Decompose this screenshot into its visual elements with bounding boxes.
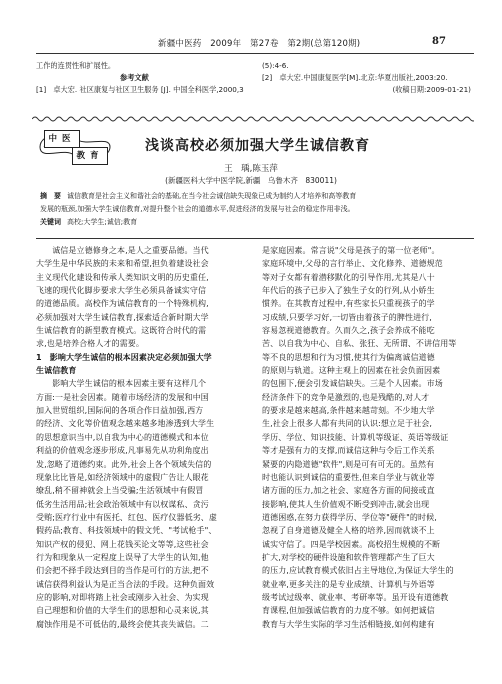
abstract-text: 诚信教育是社会主义和谐社会的基础,在当今社会诚信缺失现象已成为制约人才培养和高等教育: [67, 192, 357, 200]
body-text-line: 飞速的现代化脚步要求大学生必须具备诚实守信: [36, 286, 207, 296]
keywords-line: [40, 216, 466, 229]
abstract-block: [40, 190, 466, 229]
body-text-line: 扩大,对学校的硬件设施和软件管理都产生了巨大: [262, 552, 435, 562]
body-text-line: 的道德品质。高校作为诚信教育的一个特殊机构,: [36, 299, 209, 309]
body-text-line: 的要求是越来越高,条件越来越苛刻。不少地大学: [262, 406, 435, 416]
author-affiliation: (新疆医科大学中医学院,新疆 乌鲁木齐 830011): [165, 176, 337, 185]
body-text-line: 等不良的思想和行为习惯,使其行为偏离诚信道德: [262, 352, 435, 362]
article-authors: 王 瑀,陈玉萍: [224, 164, 278, 174]
body-text-line: 级考试过级率、就业率、考研率等。虽开设有道德教: [262, 592, 449, 602]
body-text-line: 的经济、文化等价值观念越来越多地渗透到大学生: [36, 419, 215, 429]
body-text-line: 发,忽略了道德约束。此外,社会上各个领域失信的: [36, 459, 212, 469]
body-text-line: 容易忽视道德教育。久而久之,孩子会养成不能吃: [262, 326, 435, 336]
body-text-line: 惯养。在其教育过程中,有些家长只重视孩子的学: [262, 299, 435, 309]
body-text-line: 假药品;教育、科技领域中的假文凭、"考试枪手"、: [36, 526, 217, 536]
body-text-line: 低劣生活用品;社会政治领域中有以权谋私、贪污: [36, 499, 209, 509]
body-text-line: 育课程,但加强诚信教育的力度不够。如何把诚信: [262, 606, 435, 616]
header-rule: [36, 53, 474, 54]
body-text-line: 大学生是中华民族的未来和希望,担负着建设社会: [36, 259, 209, 269]
abstract-label: 摘 要: [40, 192, 61, 200]
journal-issue-info: 新疆中医药 2009年 第27卷 第2期(总第120期): [158, 39, 361, 49]
body-text-line: 求,也是培养合格人才的需要。: [36, 339, 144, 349]
body-text-line: 诚实守信了。四是学校因素。高校招生规模的不断: [262, 539, 441, 549]
body-text-line: 紧要的内隐道德"软件",则是可有可无的。虽然有: [262, 459, 435, 469]
body-text-line: 应的影响,对即将踏上社会或刚步入社会、为实现: [36, 592, 209, 602]
keywords-label: 关键词: [40, 218, 61, 226]
previous-article-references-right: [262, 60, 477, 96]
body-text-line: 的思想意识当中,以自我为中心的道德模式和本位: [36, 432, 209, 442]
body-text-line: 经济条件下的竞争是激烈的,也是残酷的,对人才: [262, 392, 430, 402]
body-text-line: 教育与大学生实际的学习生活相链接,如何构建有: [262, 619, 435, 629]
body-text-line: 们会把不择手段达到目的当作是可行的方法,把不: [36, 566, 209, 576]
body-text-line: 就业率,更多关注的是专业成绩、计算机与外语等: [262, 579, 435, 589]
body-text-line: 利益的价值观念逐步形成,凡事易先从功利角度出: [36, 446, 209, 456]
body-text-line: 诚信获得利益认为是正当合法的手段。这种负面效: [36, 579, 215, 589]
logo-char-box-2: 教育: [72, 147, 108, 165]
body-text-line: 行为和现象从一定程度上误导了大学生的认知,他: [36, 552, 209, 562]
references-heading: 参考文献: [120, 73, 149, 82]
article-title: 浅谈高校必须加强大学生诚信教育: [145, 138, 370, 154]
body-text-line: 诚信是立德修身之本,是人之重要品德。当代: [36, 246, 209, 255]
received-date: (收稿日期:2009-01-21): [392, 85, 471, 94]
wave-divider: [32, 115, 474, 123]
ref-line: [1] 卓大宏. 社区康复与社区卫生服务 [J]. 中国全科医学,2000,3: [36, 85, 244, 94]
section-heading-line: 1 影响大学生诚信的根本因素决定必须加强大学: [36, 352, 212, 362]
body-text-line: 家庭环境中,父母的言行举止、文化修养、道德规范: [262, 259, 443, 269]
body-text-line: 自己理想和价值的大学生们的思想和心灵来说,其: [36, 606, 209, 616]
body-text-line: 接影响,使其人生价值观不断受到冲击,就会出现: [262, 499, 430, 509]
ref-line: (5):4-6.: [262, 61, 289, 70]
body-column-right: [262, 244, 476, 631]
body-text-line: 诸方面的压力,加之社会、家庭各方面的间接或直: [262, 486, 435, 496]
body-text-line: 生诚信教育的新型教育模式。这既符合时代的需: [36, 326, 207, 336]
body-text-line: 苦、以自我为中心、自私、张狂、无所谓、不讲信用等: [262, 339, 457, 349]
body-text-line: 学历、学位、知识技能、计算机等级证、英语等级证: [262, 432, 449, 442]
logo-char-box-1: 中医: [44, 130, 80, 148]
body-text-line: 的包围下,便会引发诚信缺失。三是个人因素。市场: [262, 379, 443, 389]
body-text-line: 加入世贸组织,国际间的各项合作日益加强,西方: [36, 406, 204, 416]
body-text-line: 现象比比皆是,如经济领域中的虚假广告让人眼花: [36, 472, 209, 482]
body-text-line: 是家庭因素。常言说"父母是孩子的第一位老师"。: [262, 246, 440, 255]
body-text-line: 生,社会上很多人都有共同的认识:想立足于社会,: [262, 419, 433, 429]
running-header: [0, 35, 502, 53]
body-text-line: 习成绩,只要学习好,一切皆由着孩子的脾性进行,: [262, 312, 432, 322]
body-text-line: 时也能认识到诚信的重要性,但来自学业与就业等: [262, 472, 435, 482]
abstract-line: 发展的瓶颈,加强大学生诚信教育,对提升整个社会的道德水平,促进经济的发展与社会的稳定作用非浅。: [40, 205, 355, 213]
body-text-line: 影响大学生诚信的根本因素主要有这样几个: [36, 379, 207, 389]
page-number: 87: [432, 36, 446, 47]
ref-line: 工作的连贯性和扩展性。: [36, 61, 116, 70]
section-logo: [36, 129, 114, 165]
previous-article-references-left: [36, 60, 261, 96]
body-text-line: 年代后的孩子已步入了独生子女的行列,从小娇生: [262, 286, 435, 296]
body-text-line: 道德困惑,在努力获得学历、学位等"硬件"的时候,: [262, 512, 437, 522]
body-text-line: 方面:一是社会因素。随着市场经济的发展和中国: [36, 392, 209, 402]
ref-line: [2] 卓大宏.中国康复医学[M].北京:华夏出版社,2003:20.: [262, 73, 448, 82]
section-heading-line: 生诚信教育: [36, 366, 77, 376]
body-text-line: 知识产权的侵犯、网上花钱买论文等等,这些社会: [36, 539, 209, 549]
body-column-left: [36, 244, 250, 631]
body-text-line: 缭乱,稍不留神就会上当受骗;生活领域中有假冒: [36, 486, 204, 496]
body-text-line: 的压力,应试教育模式依旧占主导地位,为保证大学生的: [262, 566, 454, 576]
body-text-line: 等才是强有力的支撑,而诚信这种与令后工作关系: [262, 446, 435, 456]
body-text-line: 腐蚀作用是不可低估的,最终会使其丧失诚信。二: [36, 619, 209, 629]
body-text-line: 等对子女都有着潜移默化的引导作用,尤其是八十: [262, 272, 435, 282]
body-text-line: 忽视了自身道德及健全人格的培养,因而就谈不上: [262, 526, 435, 536]
body-text-line: 的原则与轨道。这种主观上的因素在社会负面因素: [262, 366, 441, 376]
keywords-text: 高校;大学生;诚信;教育: [67, 218, 138, 226]
body-text-line: 主义现代化建设和传承人类知识文明的历史重任,: [36, 272, 209, 282]
abstract-rule: [36, 238, 474, 239]
body-text-line: 必须加强对大学生诚信教育,探索适合新时期大学: [36, 312, 209, 322]
body-text-line: 受贿;医疗行业中有医托、红包、医疗仪器低劣、虚: [36, 512, 217, 522]
abstract-line: [40, 190, 466, 203]
